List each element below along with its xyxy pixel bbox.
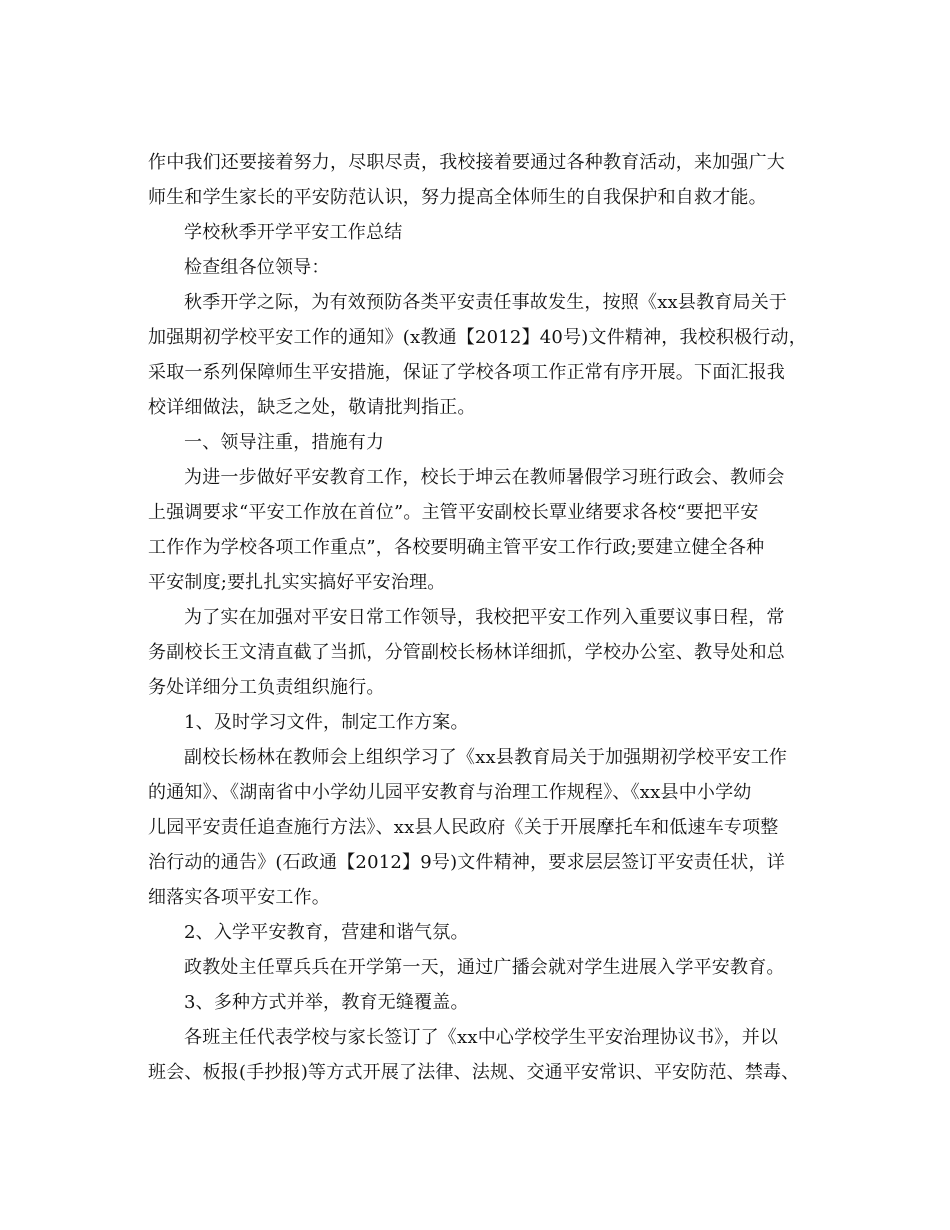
document-body	[148, 145, 808, 1090]
text-line: 师生和学生家长的平安防范认识，努力提高全体师生的自我保护和自救才能。	[148, 187, 767, 208]
text-line: 1、及时学习文件，制定工作方案。	[184, 712, 469, 733]
text-line: 2、入学平安教育，营建和谐气氛。	[184, 922, 469, 943]
text-line: 的通知》、《湖南省中小学幼儿园平安教育与治理工作规程》、《xx县中小学幼	[148, 782, 752, 803]
text-line: 各班主任代表学校与家长签订了《xx中心学校学生平安治理协议书》，并以	[184, 1027, 779, 1048]
text-line: 政教处主任覃兵兵在开学第一天，通过广播会就对学生进展入学平安教育。	[184, 957, 785, 978]
text-line: 学校秋季开学平安工作总结	[184, 222, 403, 243]
text-line: 一、领导注重，措施有力	[184, 432, 385, 453]
text-line: 细落实各项平安工作。	[148, 887, 330, 908]
text-line: 治行动的通告》(石政通【2012】9号)文件精神，要求层层签订平安责任状，详	[148, 852, 785, 873]
text-line: 3、多种方式并举，教育无缝覆盖。	[184, 992, 469, 1013]
text-line: 为了实在加强对平安日常工作领导，我校把平安工作列入重要议事日程，常	[184, 607, 785, 628]
text-line: 加强期初学校平安工作的通知》(x教通【2012】40号)文件精神，我校积极行动，	[148, 327, 807, 348]
text-line: 副校长杨林在教师会上组织学习了《xx县教育局关于加强期初学校平安工作	[184, 747, 788, 768]
text-line: 校详细做法，缺乏之处，敬请批判指正。	[148, 397, 476, 418]
text-line: 务副校长王文清直截了当抓，分管副校长杨林详细抓，学校办公室、教导处和总	[148, 642, 785, 663]
text-line: 班会、板报(手抄报)等方式开展了法律、法规、交通平安常识、平安防范、禁毒、	[148, 1062, 800, 1083]
text-line: 务处详细分工负责组织施行。	[148, 677, 385, 698]
text-line: 为进一步做好平安教育工作，校长于坤云在教师暑假学习班行政会、教师会	[184, 467, 785, 488]
text-line: 检查组各位领导：	[184, 257, 330, 278]
text-line: 儿园平安责任追查施行方法》、xx县人民政府《关于开展摩托车和低速车专项整	[148, 817, 779, 838]
text-line: 工作作为学校各项工作重点”，各校要明确主管平安工作行政;要建立健全各种	[148, 537, 765, 558]
text-line: 平安制度;要扎扎实实搞好平安治理。	[148, 572, 446, 593]
text-line: 上强调要求“平安工作放在首位”。主管平安副校长覃业绪要求各校“要把平安	[148, 502, 759, 523]
text-line: 采取一系列保障师生平安措施，保证了学校各项工作正常有序开展。下面汇报我	[148, 362, 785, 383]
text-line: 秋季开学之际，为有效预防各类平安责任事故发生，按照《xx县教育局关于	[184, 292, 788, 313]
text-line: 作中我们还要接着努力，尽职尽责，我校接着要通过各种教育活动，来加强广大	[148, 152, 785, 173]
